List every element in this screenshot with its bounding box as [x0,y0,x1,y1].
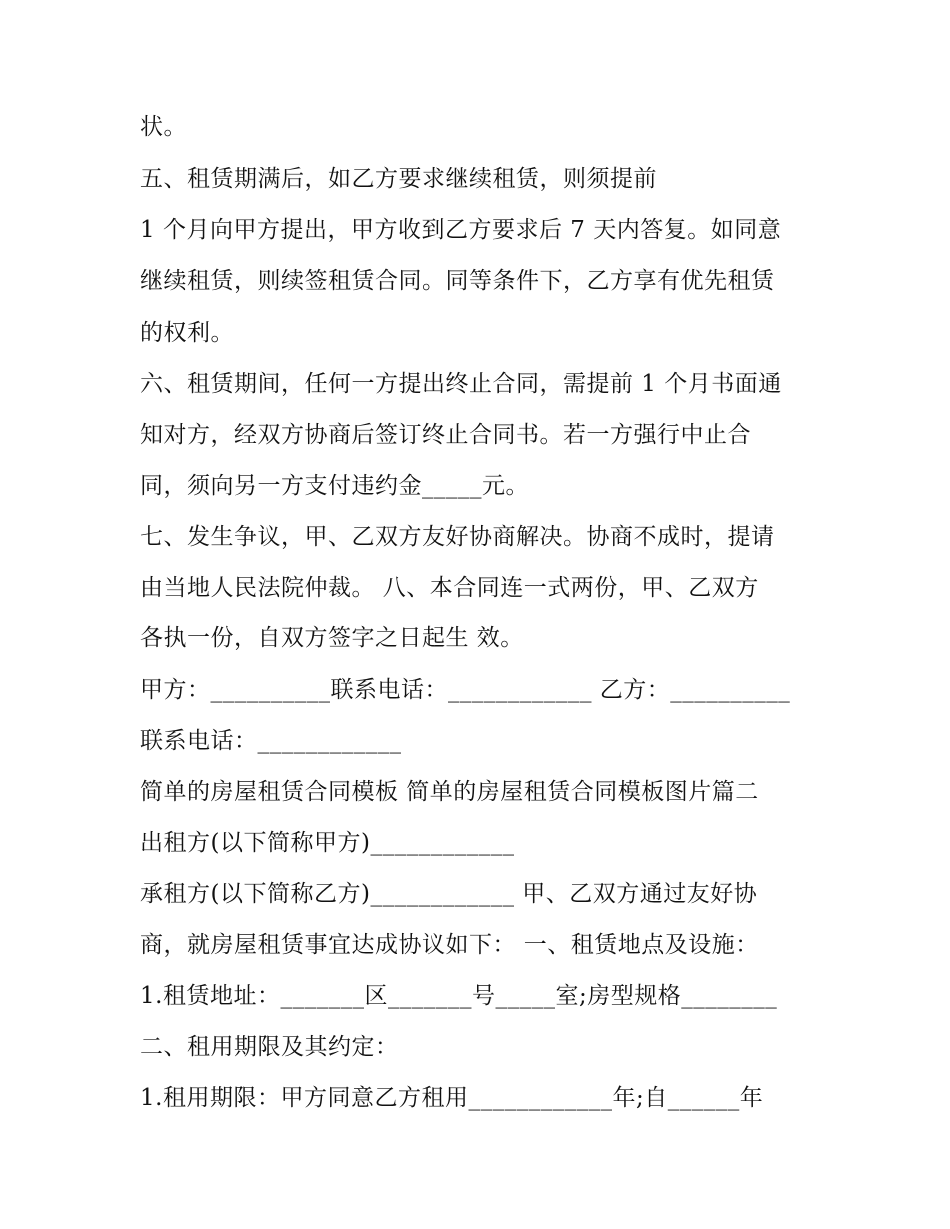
text-line-5: 的权利。 [140,320,234,346]
text-line-agreement: 商，就房屋租赁事宜达成协议如下： 一、租赁地点及设施： [140,932,759,958]
text-line-2: 五、租赁期满后，如乙方要求继续租赁，则须提前 [140,166,657,192]
text-line-10: 由当地人民法院仲裁。 八、本合同连一式两份，甲、乙双方 [140,575,759,601]
text-line-1: 状。 [140,114,187,140]
text-line-term-heading: 二、租用期限及其约定： [140,1034,399,1060]
text-line-term: 1.租用期限：甲方同意乙方租用____________年;自______年 [140,1085,764,1111]
section-title-part-two: 简单的房屋租赁合同模板 简单的房屋租赁合同模板图片篇二 [140,779,759,805]
text-line-3: 1 个月向甲方提出，甲方收到乙方要求后 7 天内答复。如同意 [140,217,782,243]
text-line-4: 继续租赁，则续签租赁合同。同等条件下，乙方享有优先租赁 [140,268,775,294]
text-line-11: 各执一份，自双方签字之日起生 效。 [140,625,524,651]
text-line-lessee: 承租方(以下简称乙方)____________ 甲、乙双方通过友好协 [140,881,758,907]
text-line-8: 同，须向另一方支付违约金_____元。 [140,473,529,499]
text-line-6: 六、租赁期间，任何一方提出终止合同，需提前 1 个月书面通 [140,371,782,397]
text-line-9: 七、发生争议，甲、乙双方友好协商解决。协商不成时，提请 [140,524,775,550]
signature-line-phone: 联系电话：____________ [140,728,402,754]
text-line-7: 知对方，经双方协商后签订终止合同书。若一方强行中止合 [140,422,751,448]
text-line-lessor: 出租方(以下简称甲方)____________ [140,830,515,856]
signature-line-party-a-b: 甲方：__________联系电话：____________ 乙方：__________ [140,677,791,703]
text-line-address: 1.租赁地址：_______区_______号_____室;房型规格________ [140,983,778,1009]
